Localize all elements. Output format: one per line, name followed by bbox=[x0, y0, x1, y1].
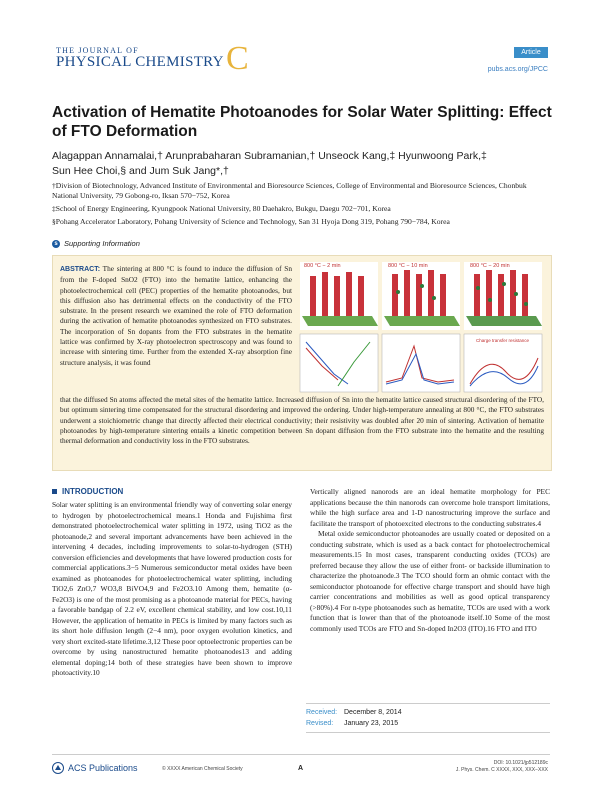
supporting-info-icon: s bbox=[52, 240, 60, 248]
journal-name-line2: PHYSICAL CHEMISTRY bbox=[56, 54, 224, 70]
acs-logo-text: ACS Publications bbox=[68, 763, 138, 773]
acs-publications-logo bbox=[52, 762, 138, 774]
journal-logo bbox=[56, 40, 249, 77]
toc-label-2min: 800 °C − 2 min bbox=[304, 263, 341, 269]
affiliation-3: §Pohang Accelerator Laboratory, Pohang University of Science and Technology, San 31 Hyoja Dong 319, Pohang 790−784, Korea bbox=[52, 217, 450, 226]
copyright-notice: © XXXX American Chemical Society bbox=[162, 766, 243, 772]
toc-figure-svg bbox=[298, 262, 544, 394]
section-title: INTRODUCTION bbox=[62, 487, 124, 496]
abstract-part-1: The sintering at 800 °C is found to induce the diffusion of Sn from the F-doped SnO2 (FTO) into the hematite lattice, enhancing the photoelectrochemical cell (PEC) properties of the hematite photoanodes, but this diffusion also has detrimental effects on the conductivity of the FTO substrate. In the present research we examined the role of FTO deformation during the activation of hematite photoanodes synthesized on FTO substrates. The incorporation of Sn dopants from the FTO substrates in the hematite lattice was confirmed by X-ray photoelectron spectroscopy and was found to increase with sintering time. Further from the extended X-ray absorption fine structure analysis, it was found bbox=[60, 264, 292, 367]
panel-10min bbox=[382, 262, 460, 330]
toc-plot-1 bbox=[300, 334, 378, 392]
received-label: Received: bbox=[306, 709, 338, 716]
affiliation-2: ‡School of Energy Engineering, Kyungpook National University, 80 Daehakro, Bukgu, Daegu 702−701, Korea bbox=[52, 204, 391, 213]
abstract-text-upper bbox=[60, 264, 292, 368]
received-row bbox=[306, 707, 550, 718]
author-list bbox=[52, 149, 552, 179]
toc-label-10min: 800 °C − 10 min bbox=[388, 263, 428, 269]
abstract-label: ABSTRACT: bbox=[60, 266, 101, 273]
section-heading-introduction bbox=[52, 487, 123, 496]
right-column bbox=[310, 487, 550, 634]
authors-line-1: Alagappan Annamalai,† Arunprabaharan Subramanian,† Unseock Kang,‡ Hyunwoong Park,‡ bbox=[52, 150, 487, 162]
section-bullet-icon bbox=[52, 489, 57, 494]
article-dates bbox=[306, 703, 550, 733]
toc-annotation: Charge transfer resistance bbox=[476, 338, 530, 343]
journal-letter: C bbox=[226, 40, 249, 77]
article-type-badge: Article bbox=[514, 47, 548, 58]
panel-2min bbox=[300, 262, 378, 330]
supporting-info-label: Supporting Information bbox=[64, 239, 140, 248]
doi-citation bbox=[456, 760, 548, 774]
affiliation-1: †Division of Biotechnology, Advanced Institute of Environmental and Bioresource Sciences, College of Environmental and Bioresource Sciences, Chonbuk National University, 79 Gobong-ro, Iksan 570−752, Korea bbox=[52, 181, 527, 200]
left-column bbox=[52, 500, 292, 679]
abstract-text-lower: that the diffused Sn atoms affected the metal sites of the hematite lattice. Increased diffusion of Sn into the hematite lattice caused structural disordering of the FTO, but optimum sintering time compensated for the structural disordering and improved the ordering. Under high-temperature annealing at 800 °C, the FTO substrates underwent a stoichiometric change that directly affected their electrical conductivity; their resistivity was doubled after 20 min of sintering. Activation of hematite photoanodes by high-temperature sintering entails a kinetic competition between Sn dopant diffusion from the FTO substrate into the hematite and the resulting thermal deformation and conductivity loss in the FTO substrates. bbox=[60, 395, 544, 446]
supporting-information-link[interactable] bbox=[52, 239, 140, 248]
doi-line[interactable]: DOI: 10.1021/jp512189c bbox=[493, 760, 548, 766]
page-number: A bbox=[298, 765, 304, 772]
revised-date: January 23, 2015 bbox=[344, 720, 399, 727]
right-paragraph-2: Metal oxide semiconductor photoanodes are usually coated or deposited on a conducting substrate, which is used as a back contact for photoelectrochemical measurements.15 In most cases, transparent conducting oxides (TCOs) are preferred because they allow the use of either front- or backside illumination to characterize the photoanode.3 The TCO should form an ohmic contact with the semiconductor photoanode for effective charge transport and should have high carrier concentrations and mobilities as well as good optical transparency (>80%).4 For n-type photoanodes such as hematite, TCOs are used with a work function that is lower than that of the photoanode itself.10 Some of the most commonly used TCOs are FTO and Sn-doped In2O3 (ITO).16 FTO and ITO bbox=[310, 529, 550, 633]
toc-graphic bbox=[298, 262, 544, 394]
paper-title: Activation of Hematite Photoanodes for Solar Water Splitting: Effect of FTO Deformation bbox=[52, 104, 552, 140]
authors-line-2: Sun Hee Choi,§ and Jum Suk Jang*,† bbox=[52, 165, 229, 177]
acs-logo-icon bbox=[52, 762, 64, 774]
intro-paragraph-1: Solar water splitting is an environmental friendly way of converting solar energy to hydrogen by photoelectrochemical means.1 Honda and Fujishima first demonstrated photoelectrochemical water splitting in 1972, using TiO2 as the photoanode,2 and several important advancements have been achieved in the intervening 4 decades, including improvements to solar-to-hydrogen (STH) conversion efficiencies and developments that have lowered production costs for commercial applications.3−5 Numerous semiconductor metal oxides have been examined as photoanodes for photoelectrochemical water splitting, including TiO2,6 ZnO,7 WO3,8 BiVO4,9 and Fe2O3.10 Among them, hematite (α-Fe2O3) is one of the most promising as a photoanode material for PECs, having a favorable bandgap of 2.2 eV, excellent chemical stability, and low cost.10,11 However, the application of hematite in PECs is limited by many factors such as its short hole diffusion length (2−4 nm), poor oxygen evolution kinetics, and very short excited-state lifetime.3,12 These poor optoelectronic properties can be overcome by using nanostructured hematite photoanodes13 and adding elemental doping;14 both of these strategies have been shown to improve photoactivity.10 bbox=[52, 500, 292, 677]
panel-20min bbox=[464, 262, 542, 330]
right-paragraph-1: Vertically aligned nanorods are an ideal hematite morphology for PEC applications because the thin nanorods can overcome hole transport limitations, while the high surface area and 1-D nanostructuring improve the surface and facilitate the transport of photoexcited electrons to the conducting substrates.4 bbox=[310, 487, 550, 528]
citation-line: J. Phys. Chem. C XXXX, XXX, XXX−XXX bbox=[455, 767, 548, 773]
revised-label: Revised: bbox=[306, 720, 334, 727]
revised-row bbox=[306, 718, 550, 729]
journal-url[interactable]: pubs.acs.org/JPCC bbox=[487, 66, 548, 73]
toc-plot-2 bbox=[382, 334, 460, 392]
journal-name-line1: THE JOURNAL OF bbox=[56, 46, 139, 55]
footer-divider bbox=[52, 754, 550, 755]
received-date: December 8, 2014 bbox=[344, 709, 402, 716]
toc-label-20min: 800 °C − 20 min bbox=[470, 263, 510, 269]
